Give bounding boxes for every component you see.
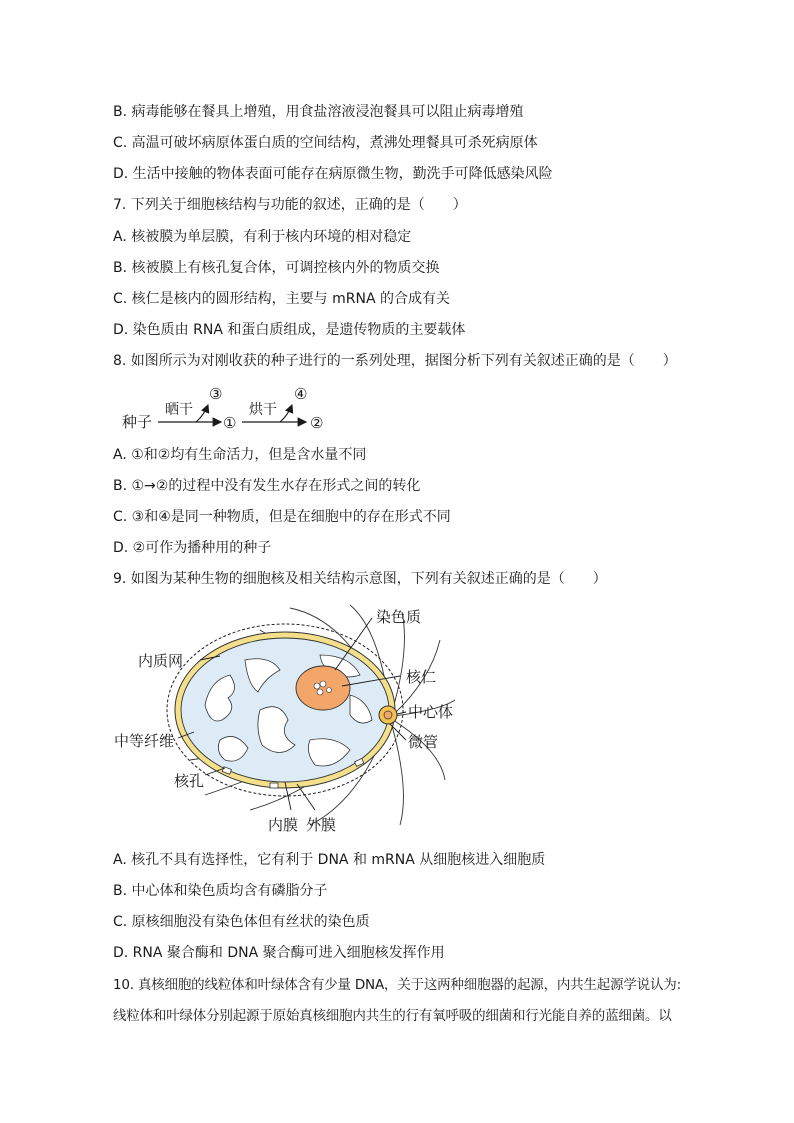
seed-process-diagram (118, 381, 348, 433)
q7-stem: 7. 下列关于细胞核结构与功能的叙述，正确的是（ ） (113, 197, 467, 213)
nucleolus (296, 666, 350, 710)
step-oven-dry-label: 烘干 (249, 402, 277, 418)
nucleus-structure-diagram (110, 600, 470, 840)
seed-label: 种子 (122, 413, 153, 431)
q9-option-d: D. RNA 聚合酶和 DNA 聚合酶可进入细胞核发挥作用 (113, 945, 445, 961)
q7-option-b: B. 核被膜上有核孔复合体，可调控核内外的物质交换 (113, 260, 440, 276)
label-nucleolus: 核仁 (406, 668, 437, 686)
q8-option-b: B. ①→②的过程中没有发生水存在形式之间的转化 (113, 478, 421, 494)
arrow-up-3 (196, 405, 208, 422)
q9-option-b: B. 中心体和染色质均含有磷脂分子 (113, 883, 328, 899)
q6-option-d: D. 生活中接触的物体表面可能存在病原微生物，勤洗手可降低感染风险 (113, 166, 553, 182)
q9-option-c: C. 原核细胞没有染色体但有丝状的染色质 (113, 914, 370, 930)
product-4-label: ④ (294, 385, 308, 403)
q7-option-c: C. 核仁是核内的圆形结构，主要与 mRNA 的合成有关 (113, 291, 450, 307)
q6-option-b: B. 病毒能够在餐具上增殖，用食盐溶液浸泡餐具可以阻止病毒增殖 (113, 104, 524, 120)
q6-option-c: C. 高温可破坏病原体蛋白质的空间结构，煮沸处理餐具可杀死病原体 (113, 135, 538, 151)
label-nuclear-pore: 核孔 (174, 772, 205, 790)
q7-option-d: D. 染色质由 RNA 和蛋白质组成，是遗传物质的主要载体 (113, 322, 466, 338)
q10-stem-line1: 10. 真核细胞的线粒体和叶绿体含有少量 DNA，关于这两种细胞器的起源，内共生起源学说认为: (113, 977, 681, 993)
state-1-label: ① (223, 414, 237, 432)
q8-option-c: C. ③和④是同一种物质，但是在细胞中的存在形式不同 (113, 509, 451, 525)
label-outer-membrane: 外膜 (306, 816, 337, 834)
q7-option-a: A. 核被膜为单层膜，有利于核内环境的相对稳定 (113, 229, 412, 245)
product-3-label: ③ (209, 385, 223, 403)
q9-stem: 9. 如图为某种生物的细胞核及相关结构示意图，下列有关叙述正确的是（ ） (113, 571, 607, 587)
step-sun-dry-label: 晒干 (165, 402, 193, 418)
arrow-up-4 (280, 405, 292, 422)
label-er: 内质网 (138, 652, 184, 670)
label-microtubule: 微管 (408, 733, 439, 751)
q9-option-a: A. 核孔不具有选择性，它有利于 DNA 和 mRNA 从细胞核进入细胞质 (113, 852, 546, 868)
q8-stem: 8. 如图所示为对刚收获的种子进行的一系列处理，据图分析下列有关叙述正确的是（ ） (113, 353, 677, 369)
label-inner-membrane: 内膜 (268, 816, 299, 834)
label-chromatin: 染色质 (376, 608, 422, 626)
label-intermediate-filament: 中等纤维 (114, 732, 175, 750)
state-2-label: ② (310, 414, 324, 432)
q8-option-a: A. ①和②均有生命活力，但是含水量不同 (113, 447, 367, 463)
q10-stem-line2: 线粒体和叶绿体分别起源于原始真核细胞内共生的行有氧呼吸的细菌和行光能自养的蓝细菌。以 (113, 1008, 672, 1024)
q8-option-d: D. ②可作为播种用的种子 (113, 540, 272, 556)
label-centrosome: 中心体 (408, 703, 454, 721)
centriole (384, 711, 392, 719)
